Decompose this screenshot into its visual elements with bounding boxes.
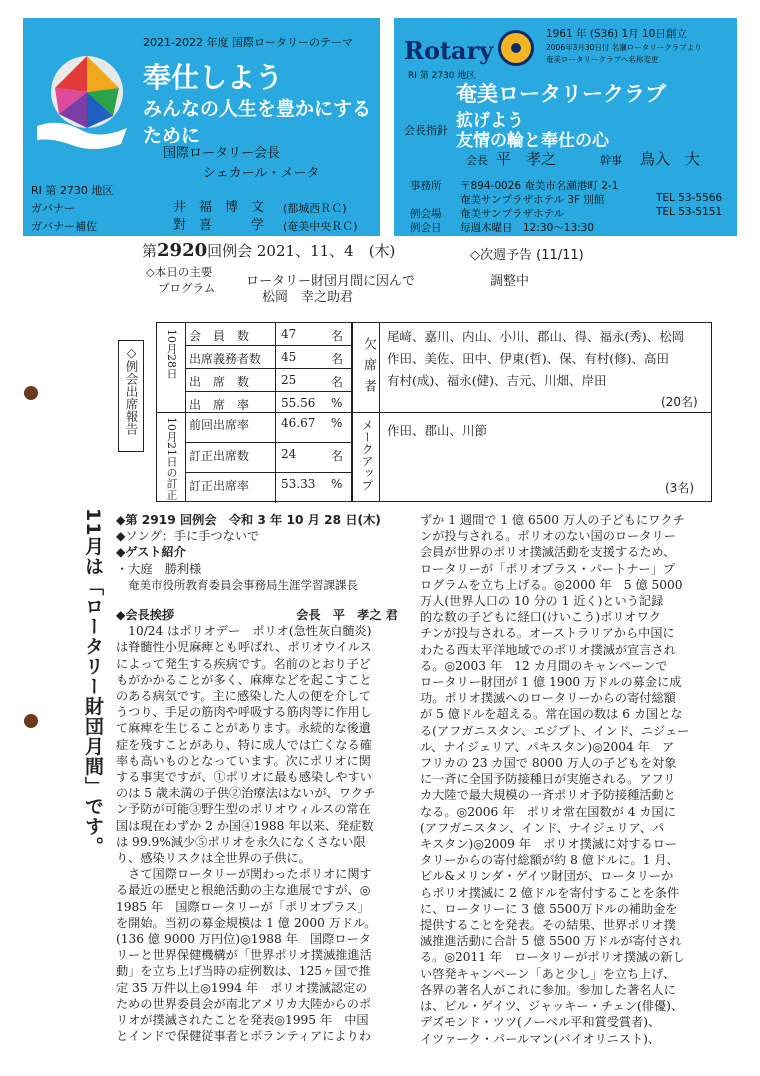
article-line: カ大陸で最大規模の一斉ポリオ予防接種活動と: [420, 788, 676, 803]
article-line: に一斉に全国予防接種日が実施される。アフリ: [420, 772, 676, 787]
article-line: さて国際ロータリーが関わったポリオに関す: [116, 867, 372, 882]
governor-name: 井 福 博 文: [173, 200, 265, 215]
ri-president-name: シェカール・メータ: [203, 166, 320, 181]
greeting-body-1: [116, 623, 406, 1044]
article-line: 10/24 はポリオデー ポリオ(急性灰白髄炎): [116, 624, 372, 639]
article-line: とインドで保健従事者とボランティアによりわ: [116, 1029, 371, 1044]
article-column-1: [116, 512, 406, 1045]
month-theme-vertical: 11月は「ロータリー財団月間」です。: [82, 508, 104, 857]
article-line: 会員が世界のポリオ撲滅活動を支援するため、: [420, 545, 676, 560]
assistant-club: (奄美中央ＲＣ): [283, 220, 358, 233]
article-line: い啓発キャンペーン「あと少し」を立ち上げ、: [420, 966, 676, 981]
office-address: 〒894-0026 奄美市名瀬港町 2-1: [460, 180, 619, 192]
article-line: フリカの 23 カ国で 8000 万人の子どもを対象: [420, 756, 677, 771]
article-line: 滅推進活動に合計 5 億 5500 万ドルが寄付され: [420, 934, 682, 949]
next-week-content: 調整中: [490, 274, 530, 289]
rename-note-2: 奄美ロータリークラブへ名称変更: [546, 55, 659, 64]
absent-label: 欠席者: [361, 337, 376, 400]
article-line: 各界の著名人がこれに参加。参加した著名人に: [420, 982, 676, 997]
article-line: (アフガニスタン、インド、ナイジェリア、パ: [420, 820, 665, 835]
attendance-row: [185, 473, 351, 503]
attendance-rows-correction: [185, 412, 351, 503]
article-line: チンが投与される。オーストラリアから中国に: [420, 626, 675, 641]
absent-names-2: 作田、美佐、田中、伊東(哲)、保、有村(修)、高田: [387, 351, 670, 366]
divider: [275, 412, 276, 442]
theme-label: 2021-2022 年度 国際ロータリーのテーマ: [143, 36, 353, 49]
attendance-row-unit: 名: [331, 329, 344, 343]
attendance-row-value: 46.67: [281, 416, 316, 430]
program-content-2: 松岡 幸之助君: [262, 290, 354, 305]
attendance-row-value: 47: [281, 327, 297, 341]
divider: [275, 392, 276, 414]
article-line: ンが投与される。ポリオのない国のロータリー: [420, 529, 676, 544]
attendance-row-unit: 名: [331, 375, 344, 389]
divider: [275, 443, 276, 473]
article-line: に、ロータリーに 3 億 5500万ドルの補助金を: [420, 901, 678, 916]
binder-hole-icon: [24, 386, 38, 400]
theme-line-1: 奉仕しよう: [143, 61, 284, 94]
article-line: ル、ナイジェリア、パキスタン)◎2004 年 ア: [420, 739, 675, 754]
attendance-row-unit: 名: [331, 448, 344, 463]
attendance-row: [185, 346, 351, 369]
attendance-row-unit: %: [331, 477, 343, 492]
attendance-row-label: 訂正出席数: [189, 448, 250, 463]
president-label: 会長: [466, 154, 488, 167]
guest-title: 奄美市役所教育委員会事務局生涯学習課課長: [128, 577, 358, 592]
program-content-1: ロータリー財団月間に因んで: [246, 274, 416, 289]
office-address-2: 奄美サンプラザホテル 3F 別館: [460, 194, 605, 206]
assistant-name: 對 喜 学: [173, 218, 265, 233]
secretary-label: 幹事: [600, 154, 622, 167]
attendance-row-value: 45: [281, 350, 297, 364]
attendance-row-label: 会 員 数: [189, 329, 250, 343]
article-line: ログラムを立ち上げる。◎2000 年 5 億 5000: [420, 577, 683, 592]
divider: [275, 346, 276, 368]
article-column-2: [420, 512, 710, 1047]
rotary-wheel-icon: [498, 30, 534, 66]
makeup-names: 作田、郡山、川節: [387, 423, 488, 438]
president-name: 平 孝之: [496, 150, 557, 168]
attendance-row-label: 出席義務者数: [189, 352, 262, 366]
attendance-date-1: 10月28日: [165, 329, 178, 379]
article-line: イツァーク・パールマン(バイオリニスト)、: [420, 1031, 661, 1046]
article-line: ロータリー財団が 1 億 1900 万ドルの募金に成: [420, 675, 682, 690]
makeup-count: (3名): [665, 481, 694, 495]
article-line: のある病気です。主に感染した人の便を介して: [116, 689, 371, 704]
ri-president-title: 国際ロータリー会長: [163, 146, 281, 161]
article-line: は 99.9%減少⑤ポリオを永久になくさない限: [116, 834, 366, 849]
divider: [275, 369, 276, 391]
assistant-label: ガバナー補佐: [31, 220, 97, 233]
article-line: 症を残すことがあり、特に成人では亡くなる確: [116, 737, 372, 752]
article-line: て麻痺を生じることがあります。永続的な後遺: [116, 721, 371, 736]
article-line: 1985 年 国際ロータリーが「ポリオプラス」: [116, 899, 370, 914]
article-line: 国は現在わずか 2 か国④1988 年以来、発症数: [116, 818, 374, 833]
attendance-row: [185, 443, 351, 474]
venue-tel: TEL 53-5151: [656, 206, 723, 218]
article-line: る(アフガニスタン、エジプト、インド、ニジェー: [420, 723, 690, 738]
founded-date: 1961 年 (S36) 1月 10日創立: [546, 28, 687, 40]
attendance-date-2: 10月21日の訂正: [165, 417, 178, 500]
attendance-row-value: 24: [281, 446, 297, 461]
attendance-row-unit: 名: [331, 352, 344, 366]
divider: [351, 412, 711, 413]
attendance-row: [185, 392, 351, 414]
attendance-row: [185, 369, 351, 392]
divider: [275, 323, 276, 345]
attendance-side-label: ◇例会出席報告: [124, 345, 139, 435]
greeting-heading: ◆会長挨拶: [116, 608, 175, 623]
divider: [275, 473, 276, 503]
article-line: ための世界委員会が南北アメリカ大陸からのポ: [116, 996, 372, 1011]
article-line: 功。ポリオ撲滅へのロータリーからの寄付総額: [420, 691, 676, 706]
article-line: 動」を立ち上げ当時の症例数は、125ヶ国で推: [116, 964, 371, 979]
meeting-number-value: 2920: [157, 240, 208, 261]
article-line: なる。◎2006 年 ポリオ常在国数が 4 カ国に: [420, 804, 676, 819]
greeting-speaker: 会長 平 孝之 君: [296, 608, 398, 623]
absent-names-1: 尾﨑、嘉川、内山、小川、郡山、得、福永(秀)、松岡: [387, 329, 685, 344]
article-line: 的な数の子どもに経口(けいこう)ポリオワク: [420, 610, 661, 625]
meeting-prefix: 第: [142, 242, 158, 260]
attendance-row-label: 前回出席率: [189, 418, 250, 432]
article-line: 定 35 万件以上◎1994 年 ポリオ撲滅認定の: [116, 980, 368, 995]
attendance-row-label: 訂正出席率: [189, 479, 250, 494]
article-line: る。◎2003 年 12 カ月間のキャンペーンで: [420, 658, 668, 673]
policy-line-2: 友情の輪と奉仕の心: [456, 131, 609, 151]
attendance-row: [185, 412, 351, 443]
attendance-row-value: 53.33: [281, 477, 316, 492]
guest-heading: ◆ゲスト紹介: [116, 545, 186, 560]
article-line: は脊髄性小児麻痺とも呼ばれ、ポリオウイルス: [116, 640, 372, 655]
attendance-row-unit: %: [331, 416, 343, 430]
attendance-table: [156, 322, 712, 502]
article-line: り、感染リスクは全世界の子供に。: [116, 851, 311, 866]
article-line: ン予防が可能③野生型のポリオウィルスの常在: [116, 802, 371, 817]
article-line: を開始。当初の募金規模は 1 億 2000 万ドル。: [116, 915, 377, 930]
district-label: RI 第 2730 地区: [31, 184, 114, 197]
article-line: うつり、手足の筋肉や呼吸する筋肉等に作用し: [116, 705, 372, 720]
article-line: 万人(世界人口の 10 分の 1 近く)という記録: [420, 594, 664, 609]
article-line: は、ビル・ゲイツ、ジャッキー・チェン(俳優)、: [420, 999, 684, 1014]
article-line: ビル&メリンダ・ゲイツ財団が、ロータリーか: [420, 869, 674, 884]
rename-note-1: 2006年3月30日付 名瀬ロータリークラブより: [546, 43, 702, 52]
program-label-2: プログラム: [158, 281, 216, 295]
rotary-theme-logo: [29, 48, 139, 158]
ri-district: RI 第 2730 地区: [408, 71, 476, 81]
meeting-day: 毎週木曜日 12:30～13:30: [460, 222, 595, 234]
article-line: わたる西太平洋地域でのポリオ撲滅が宣言され: [420, 642, 676, 657]
binder-hole-icon: [24, 714, 38, 728]
article-line: もがかかることが多く、麻痺などを起こすこと: [116, 672, 372, 687]
article-line: が 5 億ドルを超える。常在国の数は 6 カ国とな: [420, 707, 683, 722]
rotary-wordmark: Rotary: [404, 36, 494, 65]
article-line: リオが撲滅されたことを発表◎1995 年 中国: [116, 1013, 369, 1028]
meeting-number: [142, 240, 395, 261]
article-line: る最近の歴史と根絶活動の主な進展ですが、◎: [116, 883, 371, 898]
next-week-label: ◇次週予告 (11/11): [470, 248, 584, 263]
article-line: デズモンド・ツツ(ノーベル平和賞受賞者)、: [420, 1015, 661, 1030]
article-line: リーと世界保健機構が「世界ポリオ撲滅推進活: [116, 948, 372, 963]
attendance-row-label: 出 席 数: [189, 375, 250, 389]
article-line: のは 5 歳未満の子供②治療法はないが、ワクチ: [116, 786, 376, 801]
governor-club: (都城西ＲＣ): [283, 202, 347, 215]
program-label-1: ◇本日の主要: [146, 265, 213, 279]
policy-label: 会長指針: [404, 124, 448, 137]
meeting-date: 回例会 2021、11、4 (木): [207, 242, 396, 260]
secretary-name: 鳥入 大: [640, 150, 701, 168]
article-line: らポリオ撲滅に 2 億ドルを寄付することを条件: [420, 885, 680, 900]
meeting-day-label: 例会日: [410, 222, 442, 234]
article-line: 提供することを発表。その結果、世界ポリオ撲: [420, 918, 676, 933]
attendance-side-label-box: [118, 340, 144, 452]
attendance-row-value: 55.56: [281, 396, 316, 410]
club-header-box: [394, 18, 737, 236]
governor-label: ガバナー: [31, 202, 75, 215]
absent-count: (20名): [661, 395, 698, 409]
attendance-row-label: 出 席 率: [189, 398, 250, 412]
attendance-rows-current: [185, 323, 351, 414]
policy-line-1: 拡げよう: [456, 111, 524, 131]
attendance-row: [185, 323, 351, 346]
article-line: ロータリーが「ポリオプラス・パートナー」プ: [420, 561, 676, 576]
office-tel: TEL 53-5566: [656, 192, 723, 204]
greeting-heading-row: [116, 607, 406, 623]
article-line: ずか 1 週間で 1 億 6500 万人の子どもにワクチ: [420, 513, 685, 527]
article-line: (136 億 9000 万円位)◎1988 年 国際ロータ: [116, 932, 371, 947]
office-label: 事務所: [410, 180, 442, 192]
guest-name: ・大庭 勝利様: [116, 561, 202, 576]
meeting-report-heading: ◆第 2919 回例会 令和 3 年 10 月 28 日(木): [116, 513, 381, 527]
absent-names-3: 有村(成)、福永(健)、吉元、川畑、岸田: [387, 373, 607, 388]
article-line: る。◎2011 年 ロータリーがポリオ撲滅の新し: [420, 950, 685, 965]
attendance-row-value: 25: [281, 373, 297, 387]
venue-label: 例会場: [410, 208, 442, 220]
song-line: ◆ソング：手に手つないで: [116, 529, 260, 544]
article-line: キスタン)◎2009 年 ポリオ撲滅に対するロー: [420, 837, 678, 852]
theme-header-box: [23, 18, 380, 236]
article-line: タリーからの寄付総額が約 8 億ドルに。1 月、: [420, 853, 679, 868]
makeup-label: メークアップ: [360, 419, 374, 491]
club-name: 奄美ロータリークラブ: [456, 82, 666, 106]
article-line: によって発生する疾病です。名前のとおり子ど: [116, 656, 371, 671]
theme-line-2: みんなの人生を豊かにするために: [143, 98, 372, 147]
article-line: 率も高いものとなっています。次にポリオに関: [116, 753, 371, 768]
article-line: する事実ですが、①ポリオに最も感染しやすい: [116, 770, 372, 785]
attendance-row-unit: %: [331, 396, 343, 410]
venue: 奄美サンプラザホテル: [460, 208, 564, 220]
